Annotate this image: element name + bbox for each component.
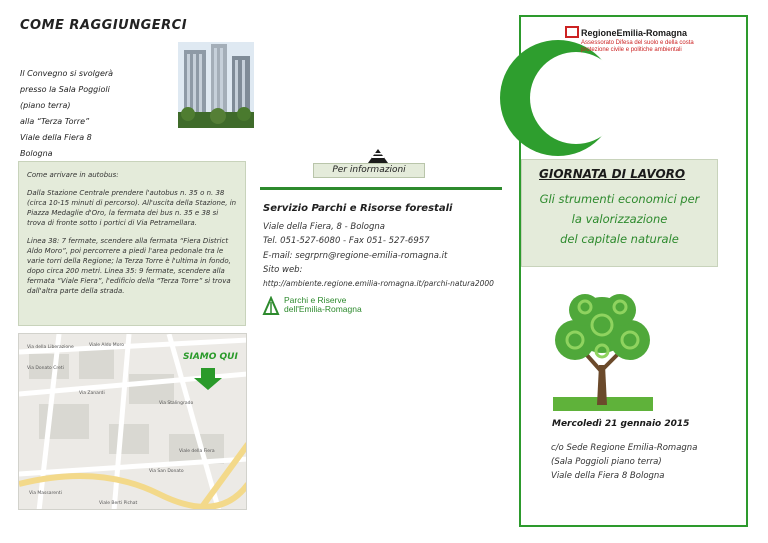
venue-line: Viale della Fiera 8 Bologna [551, 471, 665, 481]
event-date: Mercoledì 21 gennaio 2015 [552, 419, 690, 429]
bus-directions [18, 161, 246, 326]
bus-heading: Come arrivare in autobus: [27, 171, 119, 179]
divider [260, 187, 502, 190]
phone-fax: Tel. 051-527-6080 - Fax 051- 527-6957 [263, 236, 430, 246]
region-department [581, 40, 694, 54]
region-flag-icon [565, 26, 579, 38]
event-subtitle-line: la valorizzazione [571, 212, 668, 226]
service-title: Servizio Parchi e Risorse forestali [263, 203, 453, 214]
map-street-label: Via Stalingrado [159, 401, 194, 406]
venue-line: (piano terra) [20, 101, 71, 110]
map-street-label: Via San Donato [149, 469, 184, 474]
venue-line: (Sala Poggioli piano terra) [551, 457, 662, 467]
venue-line: Il Convegno si svolgerà [20, 69, 114, 78]
parchi-logo-line1: Parchi e Riserve [284, 295, 347, 305]
venue-line: Viale della Fiera 8 [20, 133, 92, 142]
region-logo: RegioneEmilia-Romagna [581, 28, 688, 38]
venue-line: presso la Sala Poggioli [20, 85, 110, 94]
map-street-label: Via Zanardi [79, 391, 105, 396]
map-marker-label: SIAMO QUI [183, 352, 238, 362]
address: Viale della Fiera, 8 - Bologna [263, 222, 385, 232]
page-title: COME RAGGIUNGERCI [20, 18, 188, 33]
venue-line: c/o Sede Regione Emilia-Romagna [551, 443, 698, 453]
event-subtitle-line: del capitale naturale [560, 232, 679, 246]
email: E-mail: segrprn@regione-emilia-romagna.it [263, 251, 448, 261]
info-banner: Per informazioni [313, 163, 425, 178]
bus-paragraph-2: Linea 38: 7 fermate, scendere alla fermata “Fiera District Aldo Moro”, poi percorrere a piedi l'area pedonale tra le varie torri della Regione; la Terza Torre è l'ultima in fondo, dopo circa 200 metri. Linea 35: 9 fermate, scendere alla fermata “Viale Fiera”, l'edificio della “Terza Torre” si trova dall'altra parte della strada. [27, 237, 231, 295]
info-stack-icon [362, 147, 394, 163]
bus-paragraph-1: Dalla Stazione Centrale prendere l'autobus n. 35 o n. 38 (circa 10-15 minuti di percorso). All'uscita della Stazione, in Piazza Medaglie d'Oro, la fermata dei bus n. 35 e 38 si trova di fronte sotto i portici di Via Petramellara. [27, 189, 237, 227]
parchi-leaf-icon [262, 296, 280, 316]
parchi-logo-line2: dell'Emilia-Romagna [284, 304, 362, 314]
region-department-line1: Assessorato Difesa del suolo e della costa [581, 40, 694, 46]
venue-line: Bologna [20, 149, 53, 158]
towers-photo [178, 42, 254, 128]
parchi-logo [262, 296, 382, 318]
map-street-label: Via della Liberazione [27, 345, 74, 350]
map-street-label: Viale della Fiera [179, 449, 215, 454]
website-link[interactable]: http://ambiente.regione.emilia-romagna.it/parchi-natura2000 [263, 279, 494, 288]
map-street-label: Viale Aldo Moro [89, 343, 124, 348]
region-department-line2: protezione civile e politiche ambientali [581, 47, 682, 53]
map-street-label: Via Donato Creti [27, 366, 64, 371]
venue-text [20, 66, 113, 162]
event-title: GIORNATA DI LAVORO [539, 167, 686, 181]
green-disc-graphic [498, 38, 618, 158]
gear-tree-icon [545, 285, 660, 415]
venue-line: alla “Terza Torre” [20, 117, 90, 126]
map-street-label: Viale Berti Pichat [99, 501, 138, 506]
event-subtitle-line: Gli strumenti economici per [539, 192, 700, 206]
map-street-label: Via Massarenti [29, 491, 62, 496]
web-label: Sito web: [263, 265, 303, 275]
